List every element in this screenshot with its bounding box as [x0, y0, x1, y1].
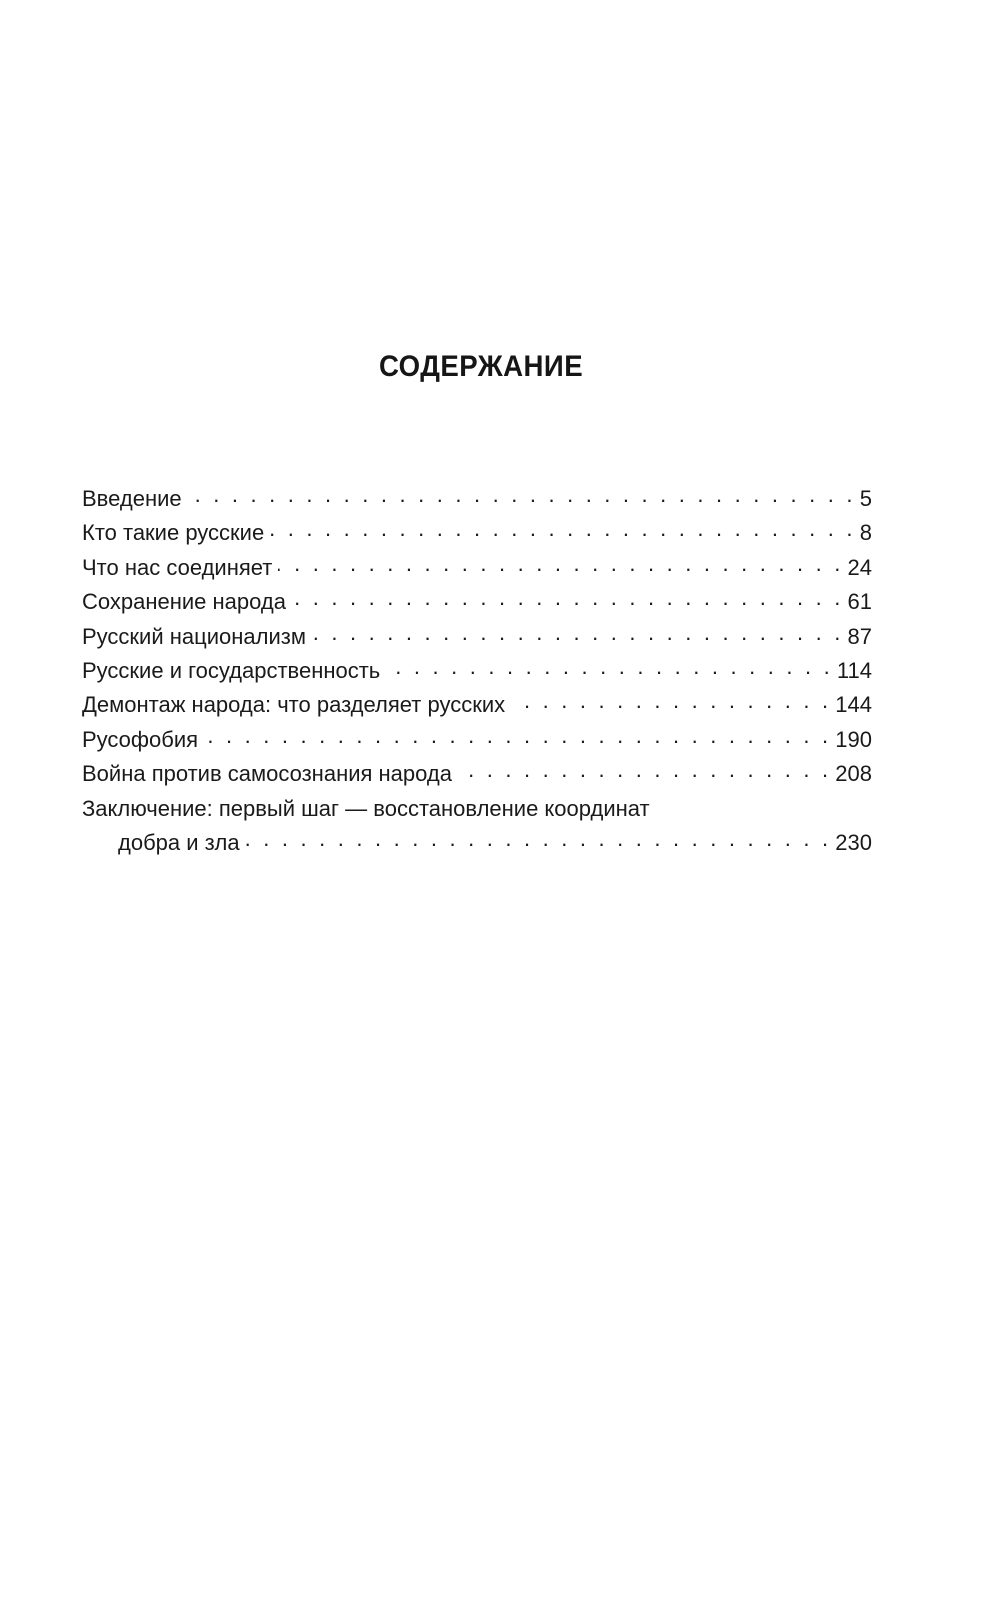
dot-leader [312, 622, 844, 644]
toc-page-number: 144 [835, 692, 872, 718]
toc-entry-title: Кто такие русские [82, 516, 270, 550]
dot-leader [511, 690, 831, 712]
dot-leader [292, 587, 844, 609]
table-of-contents [82, 482, 872, 860]
toc-entry-title: Что нас соединяет [82, 551, 278, 585]
toc-entry-title: Русофобия [82, 723, 204, 757]
toc-entry-title: Введение [82, 482, 188, 516]
toc-entry-russian-nationalism [82, 620, 872, 654]
toc-entry-conclusion [82, 792, 872, 861]
page-title: СОДЕРЖАНИЕ [378, 350, 584, 383]
toc-page-number: 24 [847, 554, 872, 580]
toc-entry-title: Демонтаж народа: что разделяет русских [82, 688, 511, 722]
toc-entry-title-line1: Заключение: первый шаг — восстановление координат [82, 792, 656, 826]
dot-leader [188, 484, 856, 506]
toc-entry-russians-and-statehood [82, 654, 872, 688]
toc-entry-title: Русские и государственность [82, 654, 386, 688]
toc-entry-preserving-the-people [82, 585, 872, 619]
dot-leader [204, 725, 831, 747]
toc-entry-who-are-russians [82, 516, 872, 550]
toc-page-number: 230 [835, 830, 872, 856]
toc-entry-title: Сохранение народа [82, 585, 292, 619]
dot-leader [270, 518, 856, 540]
toc-entry-title-line2: добра и зла [118, 826, 246, 860]
toc-page-number: 5 [859, 486, 872, 511]
toc-entry-introduction [82, 482, 872, 516]
toc-page-number: 61 [847, 589, 872, 615]
toc-entry-what-unites-us [82, 551, 872, 585]
dot-leader [278, 553, 843, 575]
toc-entry-russophobia [82, 723, 872, 757]
toc-entry-war-against-self-awareness [82, 757, 872, 791]
toc-page-number: 8 [859, 520, 872, 546]
toc-page-number: 87 [847, 623, 872, 649]
toc-entry-title: Русский национализм [82, 620, 312, 654]
dot-leader [246, 828, 832, 850]
dot-leader [458, 759, 831, 781]
toc-page-number: 114 [836, 658, 872, 684]
dot-leader [386, 656, 833, 678]
toc-page-number: 190 [835, 726, 872, 752]
toc-entry-dismantling-the-people [82, 688, 872, 722]
toc-entry-title: Война против самосознания народа [82, 757, 458, 791]
toc-page-number: 208 [835, 761, 872, 787]
